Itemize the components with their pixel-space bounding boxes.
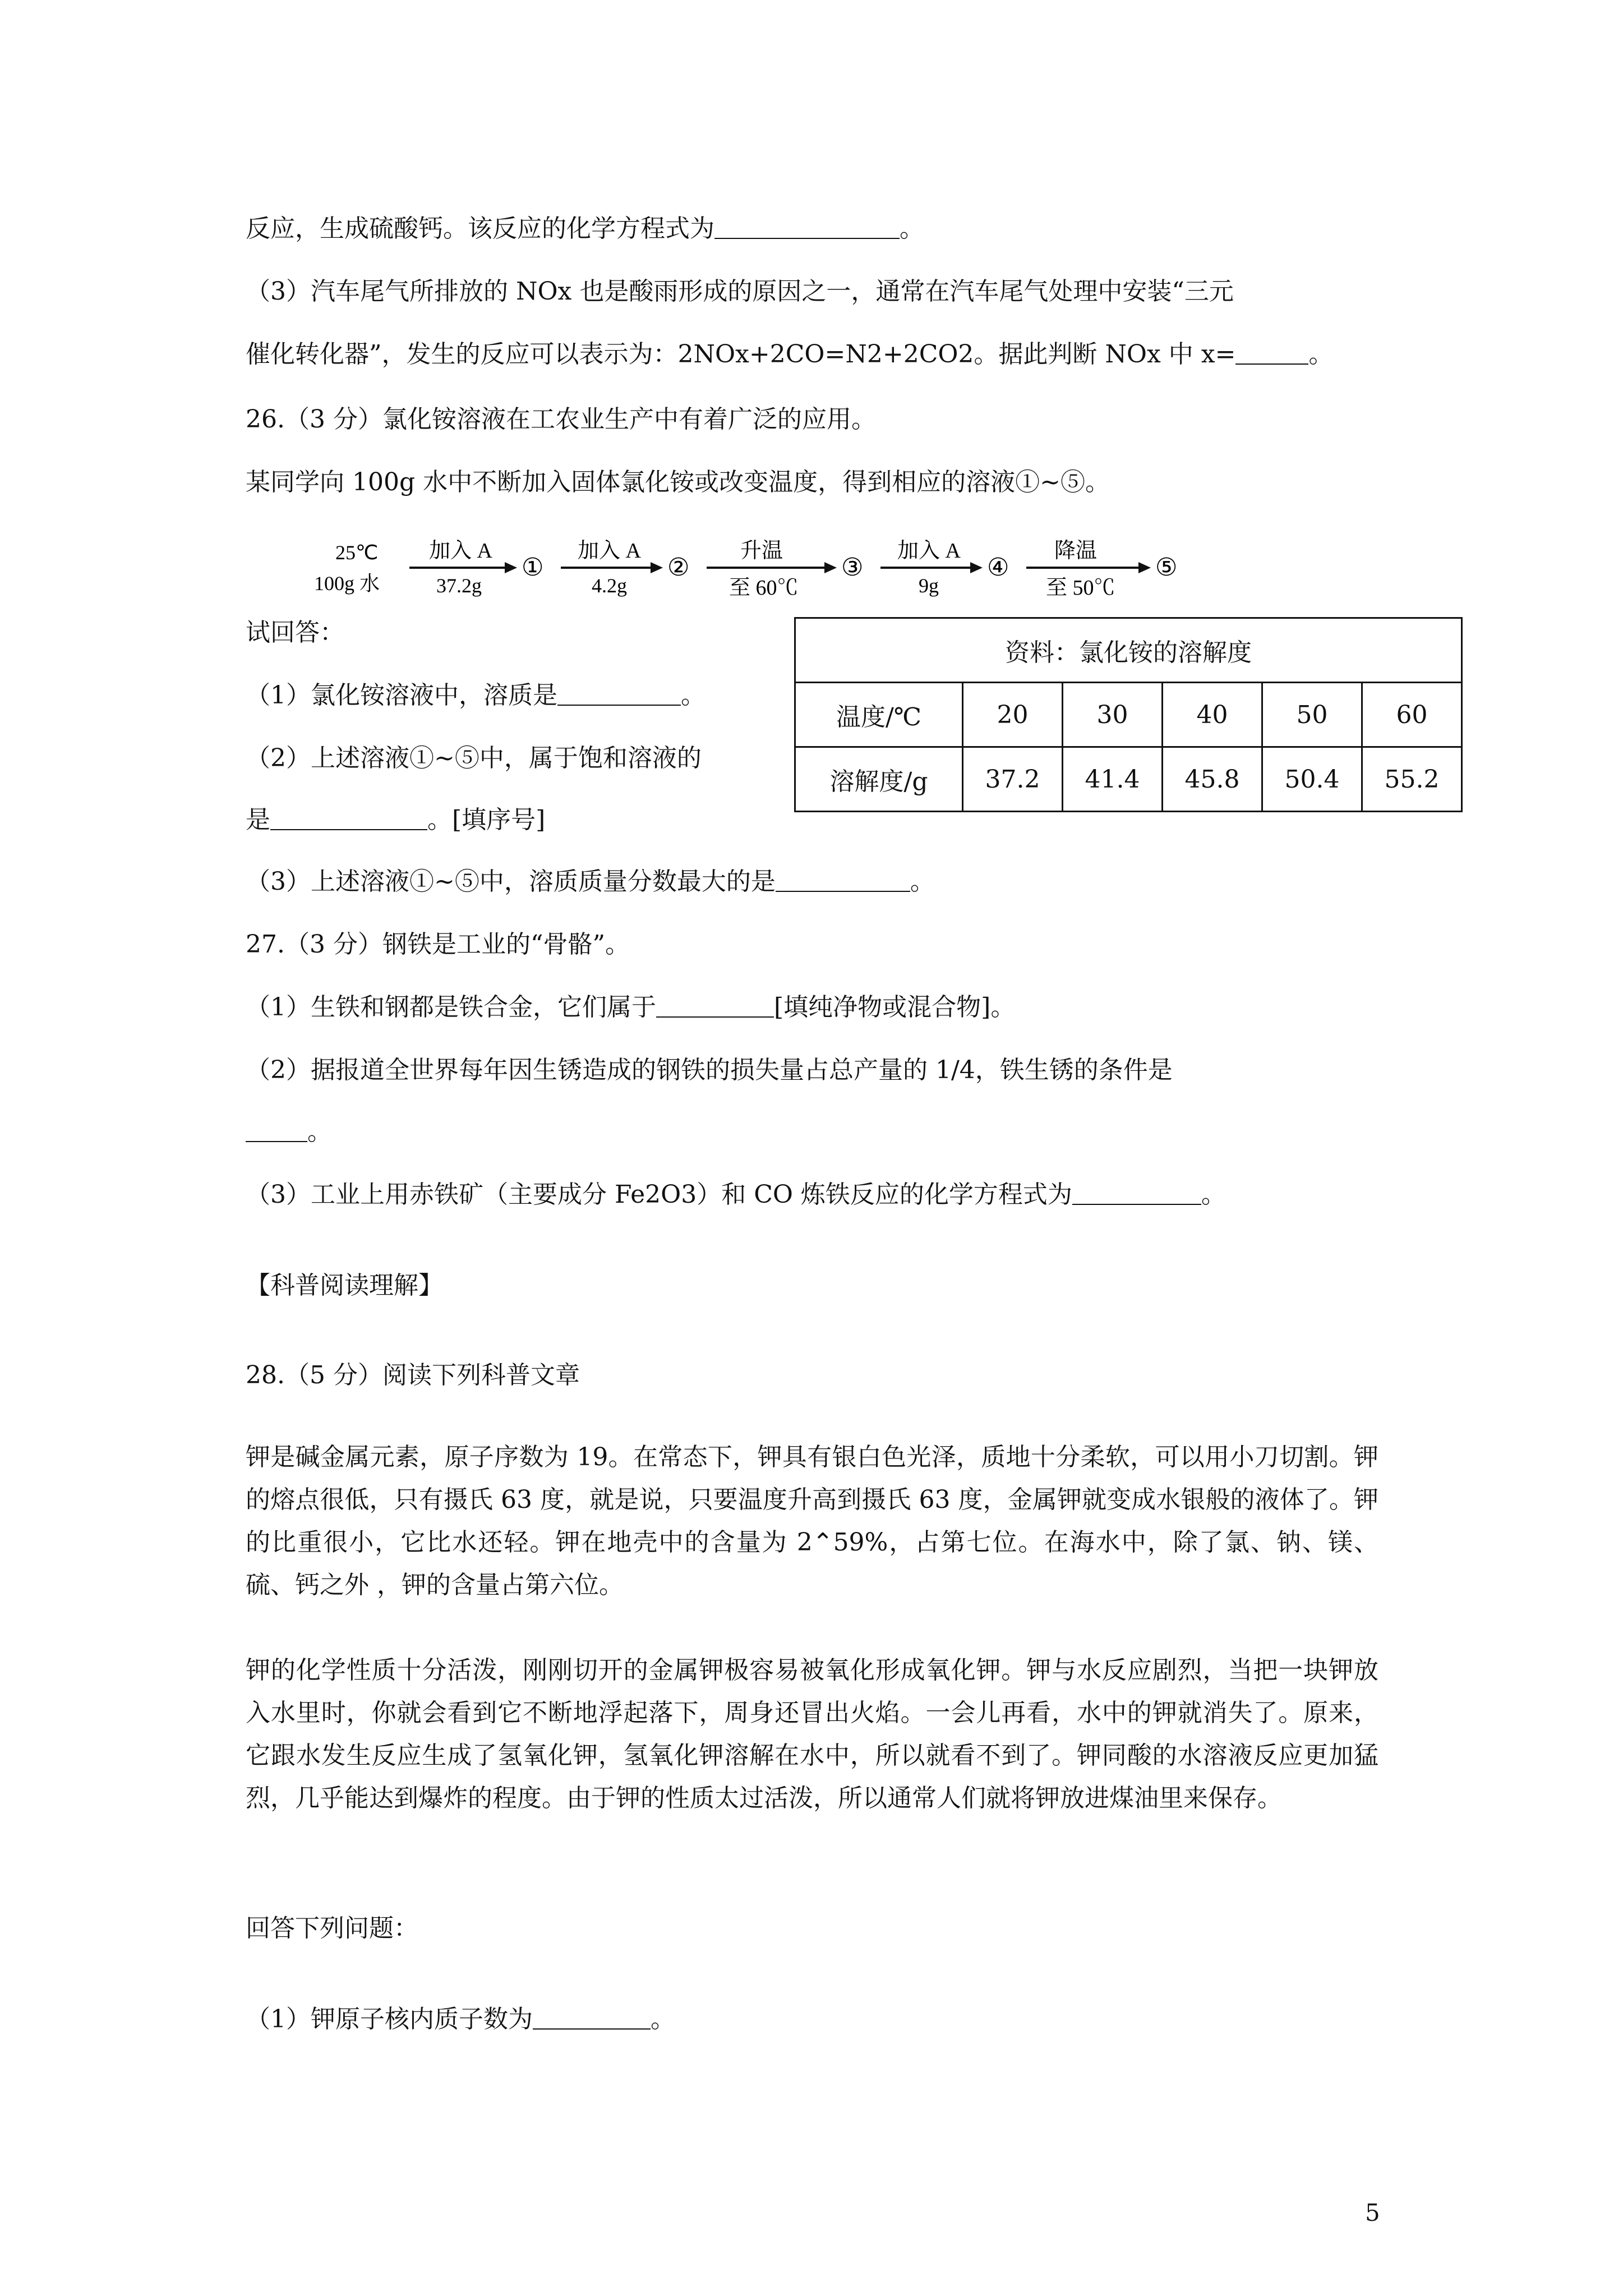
flow-step-label-top: 加入 A [897,539,961,563]
answer-blank[interactable] [557,682,681,706]
text: （3）上述溶液①~⑤中，溶质质量分数最大的是 [246,867,776,896]
question-26-1 [246,679,706,712]
process-flow-diagram [314,534,1189,607]
flow-result: ① [522,554,544,581]
question-27-heading: 27.（3 分）钢铁是工业的“骨骼”。 [246,930,630,959]
question-27-2: （2）据报道全世界每年因生锈造成的钢铁的损失量占总产量的 1/4，铁生锈的条件是 [246,1056,1173,1084]
question-27-2-cont [246,1115,332,1149]
solubility-table [794,617,1463,812]
flow-arrowhead [1138,562,1151,573]
article-paragraph-1: 钾是碱金属元素，原子序数为 19。在常态下，钾具有银白色光泽，质地十分柔软，可以用小刀切割。钾的熔点很低，只有摄氏 63 度，就是说，只要温度升高到摄氏 63 度，金属钾就变成水银般的液体了。钾的比重很小，它比水还轻。钾在地壳中的含量为 2⌃59%，占第七位。在海水中，除了氯、钠、镁、硫、钙之外 ，钾的含量占第六位。 [246,1443,1378,1599]
table-cell: 40 [1163,683,1262,747]
text: 反应，生成硫酸钙。该反应的化学方程式为 [246,214,714,243]
flow-step-5 [1026,539,1177,600]
answer-blank[interactable] [246,1119,307,1142]
table-cell: 50 [1262,683,1362,747]
text: 。 [651,2005,675,2033]
flow-arrowhead [824,562,837,573]
text: 催化转化器”，发生的反应可以表示为：2NOx+2CO=N2+2CO2。据此判断 NOx 中 x= [246,340,1236,369]
table-title: 资料：氯化铵的溶解度 [795,618,1462,683]
answer-blank[interactable] [533,2006,651,2030]
flow-result: ③ [841,554,864,581]
text: 是 [246,806,270,834]
table-row [795,683,1462,747]
flow-result: ② [667,554,690,581]
question-27-3 [246,1178,1226,1212]
answer-blank[interactable] [270,807,427,830]
answer-blank[interactable] [1072,1181,1201,1205]
answer-intro: 回答下列问题： [246,1914,418,1943]
answer-blank[interactable] [776,868,910,892]
flow-step-3 [707,539,863,600]
text: （1）钾原子核内质子数为 [246,2005,533,2033]
flow-step-2 [561,539,689,597]
question-26-intro: 某同学向 100g 水中不断加入固体氯化铵或改变温度，得到相应的溶液①~⑤。 [246,468,1110,496]
flow-step-label-top: 加入 A [429,539,492,563]
question-26-3 [246,865,935,899]
flow-step-label-top: 加入 A [578,539,641,563]
flow-step-label-bottom: 至 60℃ [729,576,799,600]
text-line: （3）汽车尾气所排放的 NOx 也是酸雨形成的原因之一，通常在汽车尾气处理中安装“三元 [246,277,1234,306]
table-row-label: 溶解度/g [795,747,963,812]
table-cell: 50.4 [1262,747,1362,812]
answer-blank[interactable] [714,215,900,239]
flow-step-label-top: 升温 [740,539,783,563]
text: 。 [681,681,706,710]
flow-step-label-bottom: 9g [919,574,939,597]
table-row [795,747,1462,812]
text: （1）生铁和钢都是铁合金，它们属于 [246,993,656,1022]
table-cell: 60 [1362,683,1462,747]
article-paragraph-2: 钾的化学性质十分活泼，刚刚切开的金属钾极容易被氧化形成氧化钾。钾与水反应剧烈，当把一块钾放入水里时，你就会看到它不断地浮起落下，周身还冒出火焰。一会儿再看，水中的钾就消失了。原来，它跟水发生反应生成了氢氧化钾，氢氧化钾溶解在水中，所以就看不到了。钾同酸的水溶液反应更加猛烈，几乎能达到爆炸的程度。由于钾的性质太过活泼，所以通常人们就将钾放进煤油里来保存。 [246,1656,1378,1812]
try-answer-label: 试回答： [246,618,344,647]
answer-blank[interactable] [656,994,774,1018]
table-cell: 55.2 [1362,747,1462,812]
table-cell: 30 [1063,683,1163,747]
table-cell: 45.8 [1163,747,1262,812]
text-line [246,338,1333,371]
question-26-2: （2）上述溶液①~⑤中，属于饱和溶液的 [246,744,702,772]
text: （3）工业上用赤铁矿（主要成分 Fe2O3）和 CO 炼铁反应的化学方程式为 [246,1180,1072,1209]
flow-step-label-bottom: 至 50℃ [1046,576,1115,600]
flow-step-4 [880,539,1009,597]
question-26-heading: 26.（3 分）氯化铵溶液在工农业生产中有着广泛的应用。 [246,405,876,434]
question-27-1 [246,991,1015,1024]
text: 。 [1308,340,1334,369]
table-title-row [795,618,1462,683]
flow-arrowhead [651,562,663,573]
flow-step-1 [409,539,543,597]
text-line [246,212,924,246]
table-cell: 20 [963,683,1063,747]
section-heading: 【科普阅读理解】 [246,1271,443,1300]
text: 。 [910,867,935,896]
text: （1）氯化铵溶液中，溶质是 [246,681,557,710]
table-cell: 41.4 [1063,747,1163,812]
flow-step-label-bottom: 37.2g [436,574,482,597]
question-28-heading: 28.（5 分）阅读下列科普文章 [246,1361,580,1389]
flow-arrowhead [505,562,517,573]
page-number: 5 [1365,2199,1380,2226]
answer-blank[interactable] [1235,341,1308,365]
flow-step-label-top: 降温 [1054,539,1098,563]
flow-start-water: 100g 水 [314,572,380,595]
text: [填纯净物或混合物]。 [774,993,1016,1022]
table-row-label: 温度/℃ [795,683,963,747]
flow-step-label-bottom: 4.2g [592,574,627,597]
text: 。[填序号] [427,806,546,834]
flow-result: ⑤ [1155,554,1178,581]
text: 。 [900,214,924,243]
text: 。 [307,1117,332,1146]
question-26-2-cont [246,803,545,837]
text: 。 [1201,1180,1226,1209]
table-cell: 37.2 [963,747,1063,812]
flow-start-temperature: 25℃ [335,541,379,564]
question-28-1 [246,2003,675,2036]
flow-result: ④ [987,554,1009,581]
flow-arrowhead [970,562,983,573]
